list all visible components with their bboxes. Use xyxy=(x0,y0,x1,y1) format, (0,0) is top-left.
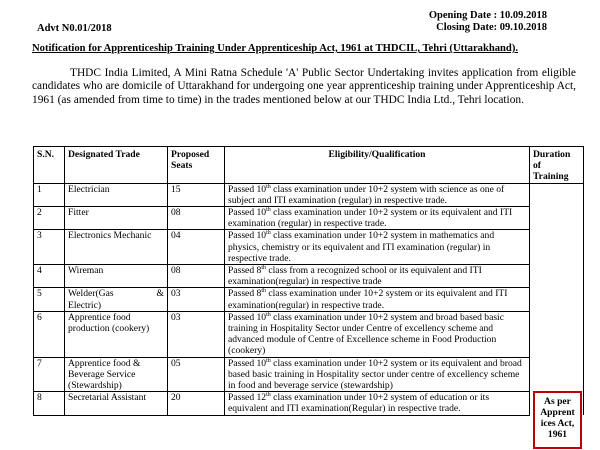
qual-superscript: th xyxy=(266,230,271,237)
qual-superscript: th xyxy=(266,311,271,318)
qual-text: class examination under 10+2 system with science as one of subject and ITI examination (regular) in respective trade. xyxy=(228,183,505,206)
qual-superscript: th xyxy=(261,264,266,271)
row-sn: 7 xyxy=(34,357,65,392)
row-sn: 6 xyxy=(34,311,65,357)
table-row xyxy=(34,230,584,265)
qual-text: Passed 10 xyxy=(228,183,267,195)
row-seats: 20 xyxy=(168,392,225,415)
header-duration-line1: Duration xyxy=(533,149,571,160)
row-qualification xyxy=(225,288,530,311)
header-duration-line2: of xyxy=(533,160,541,172)
row-trade-part: Electric) xyxy=(68,299,102,311)
table-body xyxy=(34,183,584,415)
table-row xyxy=(34,265,584,288)
row-trade: Wireman xyxy=(65,265,168,288)
header-duration xyxy=(530,147,584,184)
table-row xyxy=(34,207,584,230)
qual-superscript: th xyxy=(261,288,266,295)
notification-title: Notification for Apprenticeship Training Under Apprenticeship Act, 1961 at THDCIL, Tehri (Uttarakhand). xyxy=(32,43,518,54)
header-sn: S.N. xyxy=(34,147,65,184)
row-trade-part: Welder(Gas xyxy=(68,288,114,300)
qual-text: class from a recognized school or its equivalent and ITI examination(regular) in respective trade xyxy=(228,265,482,288)
qual-superscript: th xyxy=(266,392,271,399)
header-qualification: Eligibility/Qualification xyxy=(225,147,530,184)
table-row xyxy=(34,183,584,206)
row-seats: 08 xyxy=(168,207,225,230)
header-seats-line2: Seats xyxy=(171,160,193,172)
row-qualification xyxy=(225,265,530,288)
duration-note-line3: ices Act, xyxy=(540,418,575,429)
qual-text: class examination under 10+2 system and broad based basic training in Hospitality Sector under Centre of excellency scheme and advanced module of Centre of Excellence scheme in Food Production (cookery) xyxy=(228,311,504,357)
row-sn: 1 xyxy=(34,183,65,206)
row-sn: 2 xyxy=(34,207,65,230)
row-qualification xyxy=(225,207,530,230)
header-seats xyxy=(168,147,225,184)
qual-text: Passed 12 xyxy=(228,392,267,404)
qual-superscript: th xyxy=(266,183,271,190)
qual-text: Passed 10 xyxy=(228,230,267,242)
row-sn: 4 xyxy=(34,265,65,288)
table-header-row xyxy=(34,147,584,184)
row-qualification xyxy=(225,311,530,357)
duration-note-line4: 1961 xyxy=(547,429,568,440)
opening-date: Opening Date : 10.09.2018 xyxy=(428,10,547,21)
header-seats-line1: Proposed xyxy=(171,149,210,160)
row-qualification xyxy=(225,392,530,415)
qual-text: Passed 10 xyxy=(228,207,267,219)
header-duration-line3: Training xyxy=(533,171,569,183)
duration-note-line1: As per xyxy=(544,396,571,407)
qual-text: Passed 10 xyxy=(228,311,267,323)
duration-note xyxy=(533,391,582,449)
duration-note-line2: Apprent xyxy=(540,407,575,418)
row-sn: 3 xyxy=(34,230,65,265)
advt-number: Advt N0.01/2018 xyxy=(37,23,112,34)
qual-superscript: th xyxy=(266,357,271,364)
qual-text: Passed 10 xyxy=(228,357,267,369)
qual-text: class examination under 10+2 system in mathematics and physics, chemistry or its equivalent and ITI examination (regular) in respective trade. xyxy=(228,230,495,264)
dates-block xyxy=(429,10,547,34)
qual-text: class examination under 10+2 system or its equivalent and ITI examination (regular) in respective trade. xyxy=(228,207,513,230)
row-qualification xyxy=(225,357,530,392)
row-trade: Apprentice food & Beverage Service (Stewardship) xyxy=(65,357,168,392)
qual-text: Passed 8 xyxy=(228,288,262,300)
row-sn: 5 xyxy=(34,288,65,311)
row-sn: 8 xyxy=(34,392,65,415)
row-seats: 15 xyxy=(168,183,225,206)
qual-text: class examination under 10+2 system or its equivalent and broad based basic training in Hospitality sector under centre of excellency scheme in food and beverage service (stewardship) xyxy=(228,357,522,392)
row-qualification xyxy=(225,230,530,265)
trades-table xyxy=(33,146,584,416)
row-trade-part: & xyxy=(156,288,164,300)
row-trade: Apprentice food production (cookery) xyxy=(65,311,168,357)
row-trade: Secretarial Assistant xyxy=(65,392,168,415)
intro-paragraph xyxy=(32,67,576,107)
row-trade: Electronics Mechanic xyxy=(65,230,168,265)
duration-cell xyxy=(530,183,584,415)
qual-text: class examination under 10+2 system or its equivalent and ITI examination(regular) in respective trade. xyxy=(228,288,508,311)
qual-superscript: th xyxy=(266,206,271,213)
table-row xyxy=(34,392,584,415)
row-qualification xyxy=(225,183,530,206)
row-trade xyxy=(65,288,168,311)
closing-date: Closing Date: 09.10.2018 xyxy=(436,22,547,33)
row-seats: 05 xyxy=(168,357,225,392)
qual-text: class examination under 10+2 system of education or its equivalent and ITI examination(Regular) in respective trade. xyxy=(228,392,490,415)
table-row xyxy=(34,311,584,357)
row-trade: Fitter xyxy=(65,207,168,230)
qual-text: Passed 8 xyxy=(228,265,262,277)
row-seats: 03 xyxy=(168,311,225,357)
row-trade: Electrician xyxy=(65,183,168,206)
table-row xyxy=(34,357,584,392)
header-trade: Designated Trade xyxy=(65,147,168,184)
row-seats: 03 xyxy=(168,288,225,311)
table-row xyxy=(34,288,584,311)
row-seats: 04 xyxy=(168,230,225,265)
intro-text: THDC India Limited, A Mini Ratna Schedule 'A' Public Sector Undertaking invites application from eligible candidates who are domicile of Uttarakhand for undergoing one year apprenticeship training under Apprenticeship Act, 1961 (as amended from time to time) in the trades mentioned below at our THDC India Ltd., Tehri location. xyxy=(32,67,576,106)
row-seats: 08 xyxy=(168,265,225,288)
